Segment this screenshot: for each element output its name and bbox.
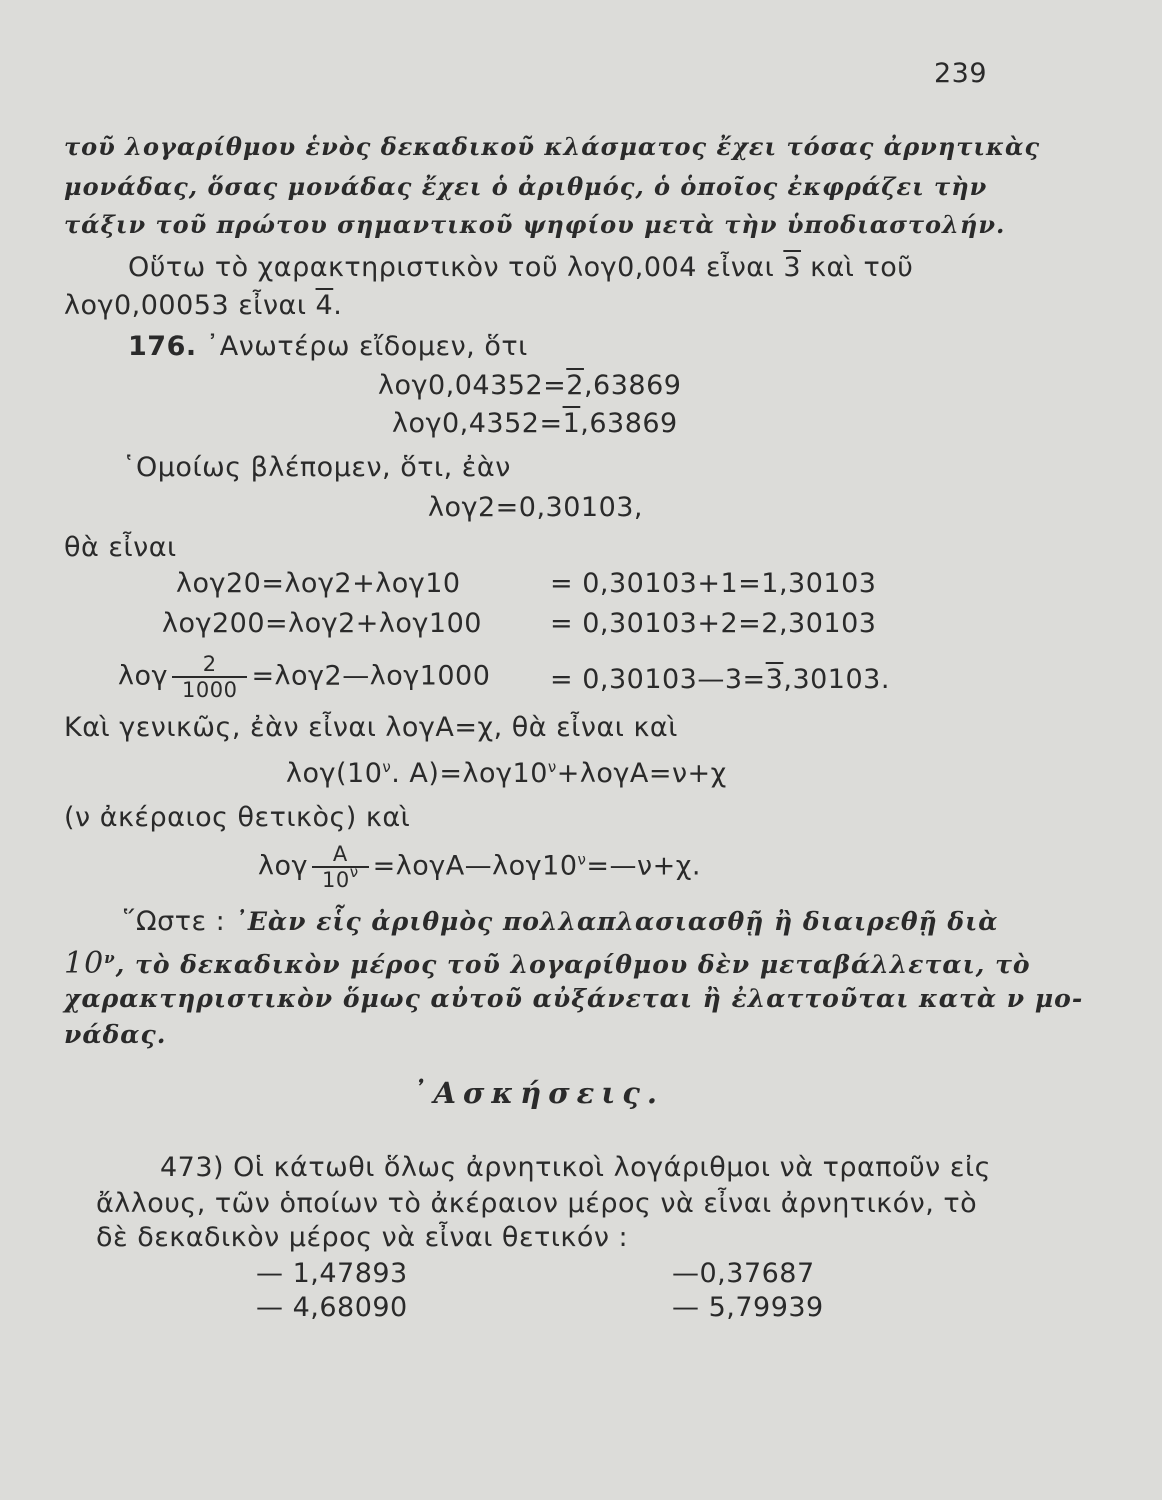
ge2-end: =—ν+χ. [586, 850, 701, 882]
italic-paragraph-line-2: μονάδας, ὅσας μονάδας ἔχει ὁ ἀριθμός, ὁ ὁποῖος ἐκφράζει τὴν [64, 172, 988, 201]
r3-right-suffix: ,30103. [783, 664, 890, 695]
conclusion-line-4: νάδας. [64, 1020, 167, 1049]
sup-nu-2: ν [547, 758, 557, 776]
sup-nu-3: ν [349, 863, 359, 881]
ge2-log: λογ [258, 850, 308, 882]
italic-paragraph-line-3: τάξιν τοῦ πρώτου σημαντικοῦ ψηφίου μετὰ τὴν ὑποδιαστολήν. [64, 210, 1006, 239]
characteristic-negative-3: 3 [783, 252, 802, 283]
similarly-line: ῾Ομοίως βλέπομεν, ὅτι, ἐὰν [122, 452, 511, 483]
fraction-denominator [312, 863, 369, 892]
exercise-value-3: — 4,68090 [256, 1292, 408, 1323]
exercise-value-1: — 1,47893 [256, 1258, 408, 1289]
general-intro: Καὶ γενικῶς, ἐὰν εἶναι λογΑ=χ, θὰ εἶναι καὶ [64, 712, 678, 743]
example-line-2-suffix: . [333, 290, 343, 321]
conclusion-prefix: ῞Ωστε : [122, 906, 235, 937]
sup-nu-4: ν [577, 850, 587, 869]
exercise-473-line-1: 473) Οἱ κάτωθι ὅλως ἀρνητικοὶ λογάριθμοι νὰ τραποῦν εἰς [160, 1152, 991, 1183]
exercise-value-2: —0,37687 [672, 1258, 815, 1289]
equation-row-2-right: = 0,30103+2=2,30103 [550, 608, 877, 639]
eq1-suffix: ,63869 [583, 370, 682, 401]
fraction-numerator: Α [332, 842, 348, 866]
eq1-digit: 2 [566, 370, 584, 401]
fraction-denominator: 1000 [172, 676, 247, 702]
ge1-b: . Α)=λογ10 [391, 758, 548, 789]
r3-log: λογ [118, 660, 168, 692]
conclusion-line-3: χαρακτηριστικὸν ὅμως αὐτοῦ αὐξάνεται ἢ ἐλαττοῦται κατὰ ν μο- [64, 984, 1084, 1013]
conclusion-text-1: ᾿Εὰν εἷς ἀριθμὸς πολλαπλασιασθῇ ἢ διαιρεθῇ διὰ [234, 907, 999, 936]
section-176-intro [128, 331, 528, 362]
equation-log-0-4352 [392, 408, 678, 439]
exercise-value-4: — 5,79939 [672, 1292, 824, 1323]
conclusion-text-2: , τὸ δεκαδικὸν μέρος τοῦ λογαρίθμου δὲν μεταβάλλεται, τὸ [115, 950, 1031, 979]
italic-paragraph-line-1: τοῦ λογαρίθμου ἑνὸς δεκαδικοῦ κλάσματος ἔχει τόσας ἀρνητικὰς [64, 132, 1041, 161]
ge1-a: λογ(10 [286, 758, 383, 789]
exercise-473-line-3: δὲ δεκαδικὸν μέρος νὰ εἶναι θετικόν : [96, 1222, 629, 1253]
fraction-a-over-10v [312, 842, 369, 892]
eq1-prefix: λογ0,04352= [378, 370, 567, 401]
general-note: (ν ἀκέραιος θετικὸς) καὶ [64, 802, 411, 833]
equation-row-1-right: = 0,30103+1=1,30103 [550, 568, 877, 599]
example-line-1-suffix: καὶ τοῦ [801, 252, 914, 283]
eq2-suffix: ,63869 [580, 408, 678, 439]
equation-row-3-right [550, 664, 890, 695]
equation-log-0-04352 [378, 370, 681, 401]
page-number: 239 [934, 58, 988, 89]
conclusion-line-2 [64, 946, 1031, 981]
fraction-2-over-1000 [172, 652, 247, 702]
ten-power: 10 [64, 946, 105, 981]
example-line-1-prefix: Οὕτω τὸ χαρακτηριστικὸν τοῦ λογ0,004 εἶναι [128, 252, 784, 283]
eq2-digit: 1 [562, 408, 581, 439]
equation-row-3 [118, 652, 490, 702]
example-line-1 [128, 252, 913, 283]
example-line-2-prefix: λογ0,00053 εἶναι [64, 290, 316, 321]
exercise-473-line-2: ἄλλους, τῶν ὁποίων τὸ ἀκέραιον μέρος νὰ εἶναι ἀρνητικόν, τὸ [96, 1188, 978, 1219]
den-10: 10 [321, 868, 350, 892]
ge2-mid: =λογΑ—λογ10 [372, 850, 578, 882]
r3-right-prefix: = 0,30103—3= [550, 664, 766, 695]
conclusion-line-1 [122, 906, 998, 937]
sup-nu-1: ν [382, 758, 392, 776]
r3-mid: =λογ2—λογ1000 [251, 660, 491, 692]
general-equation-1 [286, 758, 727, 789]
example-line-2 [64, 290, 342, 321]
eq2-prefix: λογ0,4352= [392, 408, 563, 439]
fraction-numerator: 2 [202, 652, 217, 676]
ge1-c: +λογΑ=ν+χ [556, 758, 727, 789]
exercises-heading: ᾿Ασκήσεις. [412, 1076, 665, 1110]
equation-row-1-left: λογ20=λογ2+λογ10 [176, 568, 461, 599]
section-number: 176. [128, 331, 197, 362]
log2-equation: λογ2=0,30103, [428, 492, 644, 523]
general-equation-2 [258, 842, 701, 892]
section-intro-text: ᾿Ανωτέρω εἴδομεν, ὅτι [205, 331, 528, 362]
characteristic-negative-4: 4 [315, 290, 334, 321]
sup-nu-5: ν [104, 949, 116, 967]
r3-right-digit: 3 [765, 664, 784, 695]
equation-row-2-left: λογ200=λογ2+λογ100 [162, 608, 482, 639]
then-line: θὰ εἶναι [64, 532, 177, 563]
